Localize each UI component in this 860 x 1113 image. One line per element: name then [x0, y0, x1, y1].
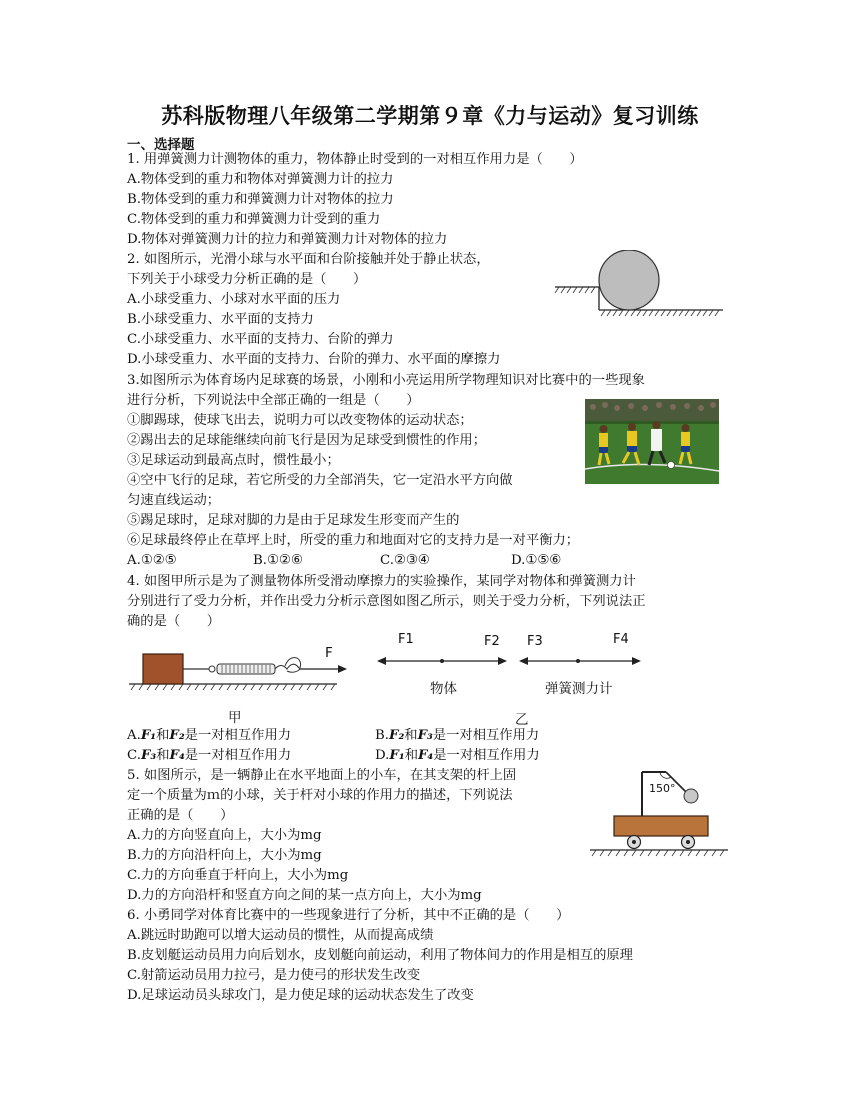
- label-object: 物体: [430, 681, 457, 697]
- q2-stem-line1: 2. 如图所示，光滑小球与水平面和台阶接触并处于静止状态，: [127, 252, 490, 267]
- q4-stem-line1: 4. 如图甲所示是为了测量物体所受滑动摩擦力的实验操作，某同学对物体和弹簧测力计: [127, 574, 636, 589]
- q5-option-a: A.力的方向竖直向上，大小为mg: [127, 828, 322, 843]
- label-force-f: F: [325, 645, 333, 661]
- q3-statement-6: ⑥足球最终停止在草坪上时，所受的重力和地面对它的支持力是一对平衡力；: [127, 533, 580, 548]
- q4-stem-line3: 确的是（ ）: [127, 614, 221, 629]
- q4-stem-line2: 分别进行了受力分析，并作出受力分析示意图如图乙所示，则关于受力分析，下列说法正: [127, 594, 646, 609]
- q1-option-c: C.物体受到的重力和弹簧测力计受到的重力: [127, 212, 381, 227]
- label-f2: F2: [484, 634, 500, 649]
- q5-option-b: B.力的方向沿杆向上，大小为mg: [127, 848, 322, 863]
- label-f4: F4: [613, 632, 629, 647]
- q5-stem-line2: 定一个质量为ｍ的小球，关于杆对小球的作用力的描述，下列说法: [127, 788, 513, 803]
- ball: [599, 250, 659, 310]
- small-ball: [684, 789, 698, 803]
- label-spring-scale: 弹簧测力计: [545, 681, 613, 697]
- q2-option-a: A.小球受重力、小球对水平面的压力: [127, 292, 341, 307]
- q4-option-c: C.F₃和F₄是一对相互作用力: [127, 748, 292, 763]
- q3-statement-3: ③足球运动到最高点时，惯性最小；: [127, 453, 340, 468]
- q4-option-b: B.F₂和F₃是一对相互作用力: [375, 728, 540, 743]
- q3-stem-line2: 进行分析，下列说法中全部正确的一组是（ ）: [127, 393, 420, 408]
- q3-stem-line1: 3.如图所示为体育场内足球赛的场景，小刚和小亮运用所学物理知识对比赛中的一些现象: [127, 373, 645, 388]
- q6-option-a: A.跳远时助跑可以增大运动员的惯性，从而提高成绩: [127, 928, 434, 943]
- q5-option-c: C.力的方向垂直于杆向上，大小为mg: [127, 868, 349, 883]
- q3-statement-2: ②踢出去的足球能继续向前飞行是因为足球受到惯性的作用；: [127, 433, 487, 448]
- label-angle: 150°: [649, 782, 676, 795]
- q3-statement-5: ⑤踢足球时，足球对脚的力是由于足球发生形变而产生的: [127, 513, 460, 528]
- q3-option-a: A.①②⑤: [127, 553, 177, 568]
- q5-stem-line3: 正确的是（ ）: [127, 808, 234, 823]
- q1-option-b: B.物体受到的重力和弹簧测力计对物体的拉力: [127, 192, 394, 207]
- q5-stem-line1: 5. 如图所示，是一辆静止在水平地面上的小车，在其支架的杆上固: [127, 768, 517, 783]
- q2-option-d: D.小球受重力、水平面的支持力、台阶的弹力、水平面的摩擦力: [127, 352, 501, 367]
- q4-option-a: A.F₁和F₂是一对相互作用力: [127, 728, 292, 743]
- section-heading: 一、选择题: [127, 137, 195, 153]
- q3-option-d: D.①⑤⑥: [511, 553, 562, 568]
- q6-option-d: D.足球运动员头球攻门，是力使足球的运动状态发生了改变: [127, 988, 474, 1003]
- label-figure-jia: 甲: [228, 710, 242, 726]
- q6-stem: 6. 小勇同学对体育比赛中的一些现象进行了分析，其中不正确的是（ ）: [127, 908, 570, 923]
- q3-statement-4a: ④空中飞行的足球，若它所受的力全部消失，它一定沿水平方向做: [127, 473, 513, 488]
- q4-option-d: D.F₁和F₄是一对相互作用力: [375, 748, 540, 763]
- q3-option-c: C.②③④: [380, 553, 430, 568]
- label-f1: F1: [398, 632, 414, 647]
- q1-option-a: A.物体受到的重力和物体对弹簧测力计的拉力: [127, 172, 394, 187]
- cart-rod-ball-figure: [588, 766, 733, 858]
- cart-body: [614, 816, 708, 836]
- q3-statement-1: ①脚踢球，使球飞出去，说明力可以改变物体的运动状态；: [127, 413, 473, 428]
- q3-option-b: B.①②⑥: [253, 553, 303, 568]
- q1-option-d: D.物体对弹簧测力计的拉力和弹簧测力计对物体的拉力: [127, 232, 448, 247]
- label-f3: F3: [527, 634, 543, 649]
- ball-step-figure: [553, 250, 728, 322]
- q2-stem-line2: 下列关于小球受力分析正确的是（ ）: [127, 272, 367, 287]
- q1-stem: 1. 用弹簧测力计测物体的重力，物体静止时受到的一对相互作用力是（ ）: [127, 152, 583, 167]
- q5-option-d: D.力的方向沿杆和竖直方向之间的某一点方向上，大小为mg: [127, 888, 482, 903]
- q3-statement-4b: 匀速直线运动；: [127, 493, 221, 508]
- label-figure-yi: 乙: [515, 712, 529, 728]
- q2-option-c: C.小球受重力、水平面的支持力、台阶的弹力: [127, 332, 394, 347]
- wooden-block: [143, 654, 183, 684]
- figure-yi-force-diagram: [375, 632, 645, 672]
- q2-option-b: B.小球受重力、水平面的支持力: [127, 312, 314, 327]
- q6-option-b: B.皮划艇运动员用力向后划水，皮划艇向前运动，利用了物体间力的作用是相互的原理: [127, 948, 633, 963]
- page-title: 苏科版物理八年级第二学期第９章《力与运动》复习训练: [161, 104, 699, 128]
- football-photo: [585, 399, 719, 484]
- q6-option-c: C.射箭运动员用力拉弓，是力使弓的形状发生改变: [127, 968, 421, 983]
